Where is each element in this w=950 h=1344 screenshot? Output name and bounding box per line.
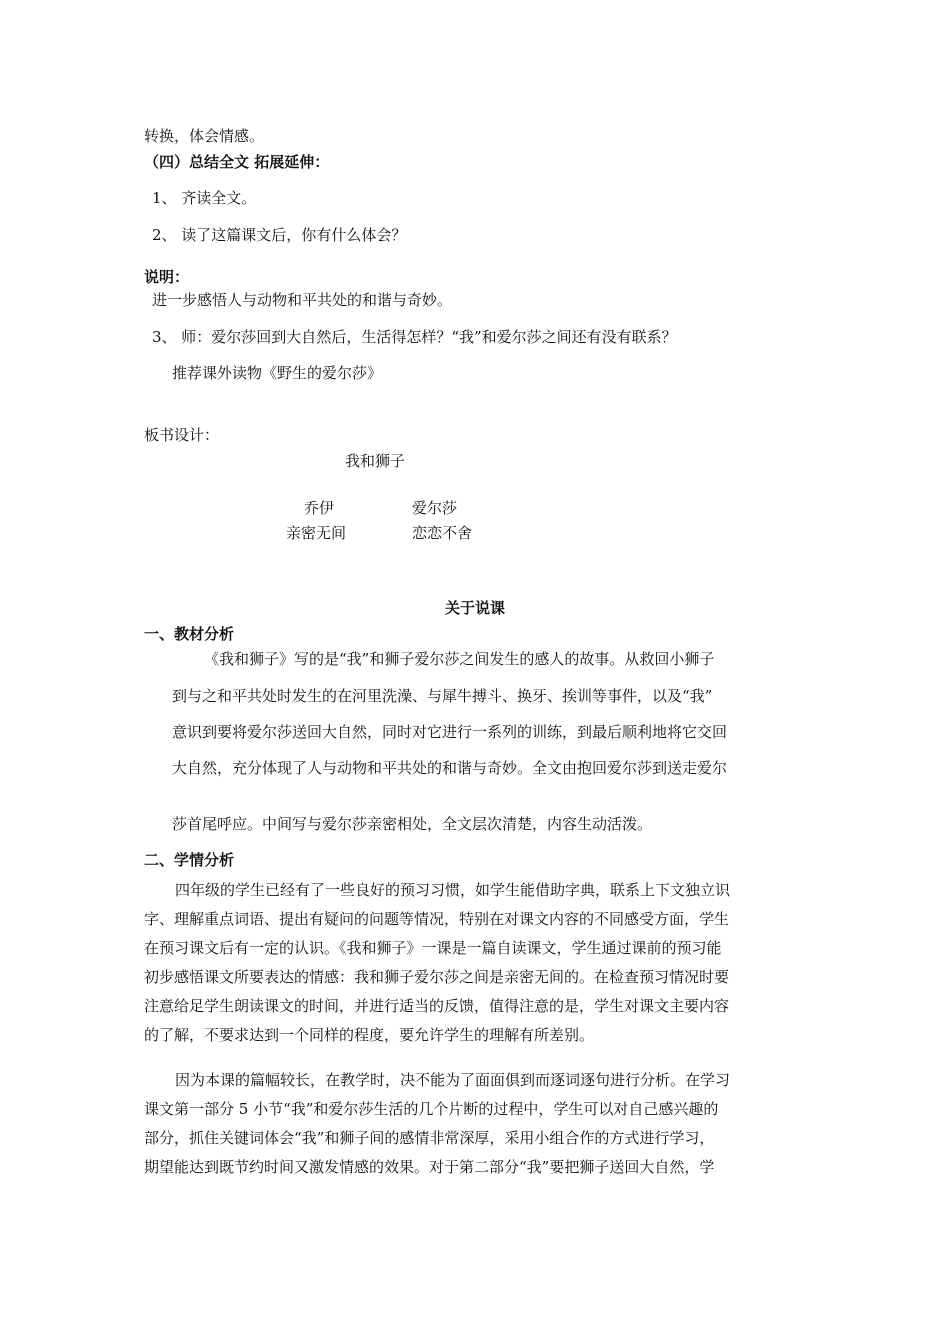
learners-p1-line-4: 初步感悟课文所要表达的情感：我和狮子爱尔莎之间是亲密无间的。在检查预习情况时要 (144, 968, 730, 986)
material-line-1: 《我和狮子》写的是“我”和狮子爱尔莎之间发生的感人的故事。从救回小狮子 (204, 650, 715, 668)
section-heading-learners: 二、学情分析 (144, 851, 235, 869)
note-text: 进一步感悟人与动物和平共处的和谐与奇妙。 (152, 291, 453, 309)
talk-title: 关于说课 (444, 599, 505, 617)
learners-p1-line-5: 注意给足学生朗读课文的时间，并进行适当的反馈，值得注意的是，学生对课文主要内容 (144, 997, 730, 1015)
board-right-name: 爱尔莎 (412, 499, 458, 517)
material-line-4: 大自然，充分体现了人与动物和平共处的和谐与奇妙。全文由抱回爱尔莎到送走爱尔 (172, 759, 728, 777)
material-line-5: 莎首尾呼应。中间写与爱尔莎亲密相处，全文层次清楚，内容生动活泼。 (172, 815, 653, 833)
continuation-line: 转换，体会情感。 (144, 127, 265, 145)
learners-p1-line-3: 在预习课文后有一定的认识。《我和狮子》一课是一篇自读课文，学生通过课前的预习能 (144, 939, 722, 957)
note-label: 说明： (144, 268, 190, 286)
recommended-reading: 推荐课外读物《野生的爱尔莎》 (172, 364, 383, 382)
board-left-phrase: 亲密无间 (286, 524, 347, 542)
board-title: 我和狮子 (345, 452, 406, 470)
learners-p2-line-1: 因为本课的篇幅较长，在教学时，决不能为了面面俱到而逐词逐句进行分析。在学习 (175, 1071, 731, 1089)
board-design-label: 板书设计： (144, 426, 220, 444)
list-item-3: 3、 师：爱尔莎回到大自然后，生活得怎样？“我”和爱尔莎之间还有没有联系？ (152, 328, 677, 346)
material-line-2: 到与之和平共处时发生的在河里洗澡、与犀牛搏斗、换牙、挨训等事件，以及“我” (172, 687, 713, 705)
section-heading-material: 一、教材分析 (144, 625, 235, 643)
learners-p2-line-2: 课文第一部分 5 小节“我”和爱尔莎生活的几个片断的过程中，学生可以对自己感兴趣的 (144, 1100, 719, 1118)
list-item-2: 2、 读了这篇课文后，你有什么体会？ (152, 226, 407, 244)
section-heading-summary: （四）总结全文 拓展延伸： (144, 153, 330, 171)
learners-p1-line-1: 四年级的学生已经有了一些良好的预习习惯，如学生能借助字典，联系上下文独立识 (175, 881, 731, 899)
learners-p2-line-3: 部分，抓住关键词体会“我”和狮子间的感情非常深厚，采用小组合作的方式进行学习， (144, 1129, 715, 1147)
learners-p1-line-6: 的了解，不要求达到一个同样的程度，要允许学生的理解有所差别。 (144, 1026, 595, 1044)
board-left-name: 乔伊 (304, 499, 335, 517)
material-line-3: 意识到要将爱尔莎送回大自然，同时对它进行一系列的训练，到最后顺利地将它交回 (172, 723, 728, 741)
learners-p2-line-4: 期望能达到既节约时间又激发情感的效果。对于第二部分“我”要把狮子送回大自然，学 (144, 1158, 715, 1176)
board-right-phrase: 恋恋不舍 (412, 524, 473, 542)
learners-p1-line-2: 字、理解重点词语、提出有疑问的问题等情况，特别在对课文内容的不同感受方面，学生 (144, 910, 730, 928)
list-item-1: 1、 齐读全文。 (152, 189, 257, 207)
